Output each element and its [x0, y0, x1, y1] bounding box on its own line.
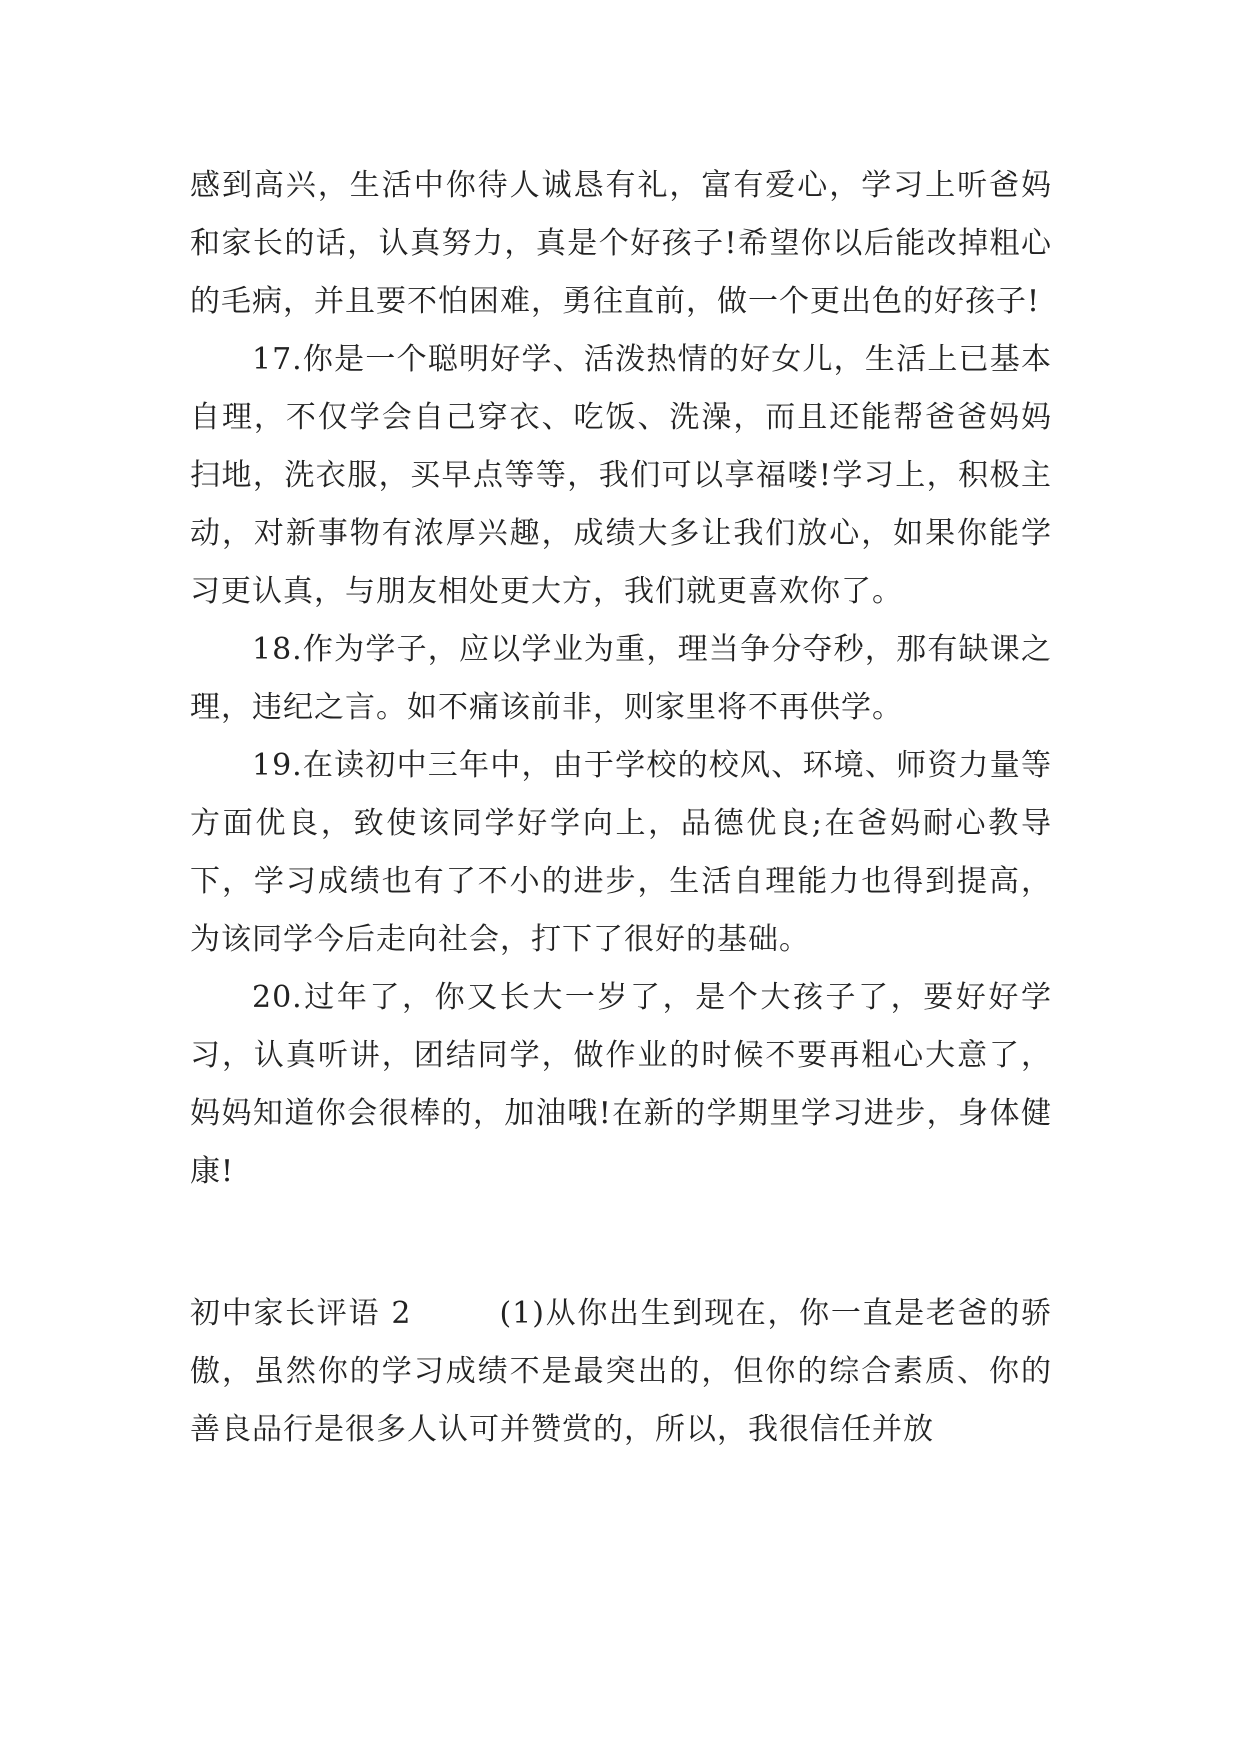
- paragraph-item-20: 20.过年了，你又长大一岁了，是个大孩子了，要好好学习，认真听讲，团结同学，做作业的时候不要再粗心大意了，妈妈知道你会很棒的，加油哦!在新的学期里学习进步，身体健康!: [190, 980, 1052, 1189]
- section-heading: 初中家长评语 2: [190, 1296, 412, 1331]
- section-text: (1)从你出生到现在，你一直是老爸的骄傲，虽然你的学习成绩不是最突出的，但你的综合素质、你的善良品行是很多人认可并赞赏的，所以，我很信任并放: [190, 1296, 1053, 1447]
- paragraph-item-17: 17.你是一个聪明好学、活泼热情的好女儿，生活上已基本自理，不仅学会自己穿衣、吃饭、洗澡，而且还能帮爸爸妈妈扫地，洗衣服，买早点等等，我们可以享福喽!学习上，积极主动，对新事物有浓厚兴趣，成绩大多让我们放心，如果你能学习更认真，与朋友相处更大方，我们就更喜欢你了。: [190, 342, 1052, 609]
- paragraph-item-18: 18.作为学子，应以学业为重，理当争分夺秒，那有缺课之理，违纪之言。如不痛该前非，则家里将不再供学。: [190, 632, 1052, 725]
- paragraph-continuation: 感到高兴，生活中你待人诚恳有礼，富有爱心，学习上听爸妈和家长的话，认真努力，真是个好孩子!希望你以后能改掉粗心的毛病，并且要不怕困难，勇往直前，做一个更出色的好孩子!: [190, 168, 1052, 319]
- section-paragraph: [190, 1285, 1052, 1459]
- paragraph-item-19: 19.在读初中三年中，由于学校的校风、环境、师资力量等方面优良，致使该同学好学向上，品德优良;在爸妈耐心教导下，学习成绩也有了不小的进步，生活自理能力也得到提高，为该同学今后走向社会，打下了很好的基础。: [190, 748, 1052, 957]
- document-body: [190, 157, 1052, 1459]
